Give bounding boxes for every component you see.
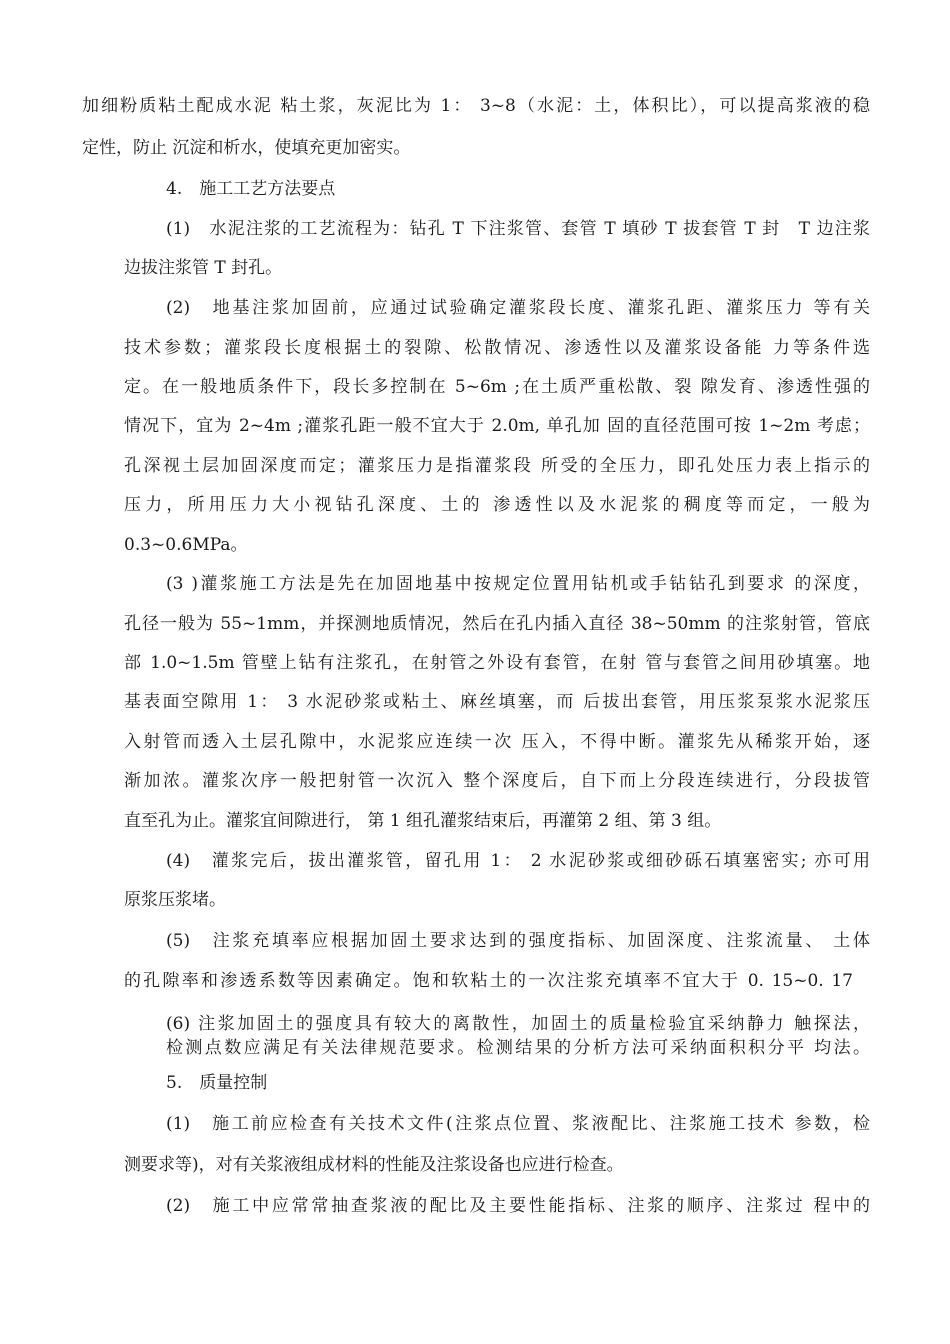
section-heading: 5. 质量控制 bbox=[166, 1073, 268, 1093]
text-line: (4) 灌浆完后，拔出灌浆管，留孔用 1： 2 水泥砂浆或细砂砾石填塞密实; 亦可用 bbox=[166, 851, 870, 871]
section-heading: 4. 施工工艺方法要点 bbox=[166, 179, 336, 199]
text-line: 入射管而透入土层孔隙中，水泥浆应连续一次 压入，不得中断。灌浆先从稀浆开始，逐 bbox=[124, 732, 870, 752]
text-line: 定性，防止 沉淀和析水，使填充更加密实。 bbox=[82, 138, 411, 158]
text-line: (1) 水泥注浆的工艺流程为：钻孔 T 下注浆管、套管 T 填砂 T 拔套管 T 封 T 边注浆 bbox=[166, 219, 870, 239]
text-line: 直至孔为止。灌浆宜间隙进行， 第 1 组孔灌浆结束后，再灌第 2 组、第 3 组。 bbox=[124, 811, 722, 831]
text-line: 技术参数；灌浆段长度根据土的裂隙、松散情况、渗透性以及灌浆设备能 力等条件选 bbox=[124, 338, 870, 358]
text-line: 原浆压浆堵。 bbox=[124, 890, 226, 910]
text-line: 检测点数应满足有关法律规范要求。检测结果的分析方法可采纳面积积分平 均法。 bbox=[166, 1038, 870, 1058]
text-line: (6) 注浆加固土的强度具有较大的离散性，加固土的质量检验宜采纳静力 触探法， bbox=[166, 1014, 870, 1034]
text-line: 测要求等)，对有关浆液组成材料的性能及注浆设备也应进行检查。 bbox=[124, 1155, 624, 1175]
text-line: 边拔注浆管 T 封孔。 bbox=[124, 258, 283, 278]
text-line: 孔深视土层加固深度而定；灌浆压力是指灌浆段 所受的全压力，即孔处压力表上指示的 bbox=[124, 456, 870, 476]
text-line: (2) 施工中应常常抽查浆液的配比及主要性能指标、注浆的顺序、注浆过 程中的 bbox=[166, 1196, 870, 1216]
text-line: 孔径一般为 55~1mm，并探测地质情况，然后在孔内插入直径 38~50mm 的注浆射管，管底 bbox=[124, 614, 870, 634]
text-line: (1) 施工前应检查有关技术文件(注浆点位置、浆液配比、注浆施工技术 参数，检 bbox=[166, 1114, 870, 1134]
text-line: 压力，所用压力大小视钻孔深度、土的 渗透性以及水泥浆的稠度等而定，一般为 bbox=[124, 495, 870, 515]
text-line: 渐加浓。灌浆次序一般把射管一次沉入 整个深度后，自下而上分段连续进行，分段拔管 bbox=[124, 771, 870, 791]
text-line: (5) 注浆充填率应根据加固土要求达到的强度指标、加固深度、注浆流量、 土体 bbox=[166, 931, 870, 951]
text-line: 加细粉质粘土配成水泥 粘土浆，灰泥比为 1： 3~8（水泥：土，体积比），可以提高浆液的稳 bbox=[82, 96, 870, 116]
text-line: (3 )灌浆施工方法是先在加固地基中按规定位置用钻机或手钻钻孔到要求 的深度， bbox=[166, 574, 870, 594]
text-line: 定。在一般地质条件下，段长多控制在 5~6m ;在土质严重松散、裂 隙发育、渗透性强的 bbox=[124, 377, 870, 397]
text-line: 情况下，宜为 2~4m ;灌浆孔距一般不宜大于 2.0m, 单孔加 固的直径范围可按 1~2m 考虑； bbox=[124, 416, 870, 436]
text-line: 基表面空隙用 1： 3 水泥砂浆或粘土、麻丝填塞，而 后拔出套管，用压浆泵浆水泥浆压 bbox=[124, 692, 870, 712]
text-line: 的孔隙率和渗透系数等因素确定。饱和软粘土的一次注浆充填率不宜大于 0. 15~0. 17 bbox=[124, 971, 853, 991]
text-line: 部 1.0~1.5m 管壁上钻有注浆孔，在射管之外设有套管，在射 管与套管之间用砂填塞。地 bbox=[124, 653, 870, 673]
text-line: 0.3~0.6MPa。 bbox=[124, 535, 248, 555]
text-line: (2) 地基注浆加固前，应通过试验确定灌浆段长度、灌浆孔距、灌浆压力 等有关 bbox=[166, 298, 870, 318]
